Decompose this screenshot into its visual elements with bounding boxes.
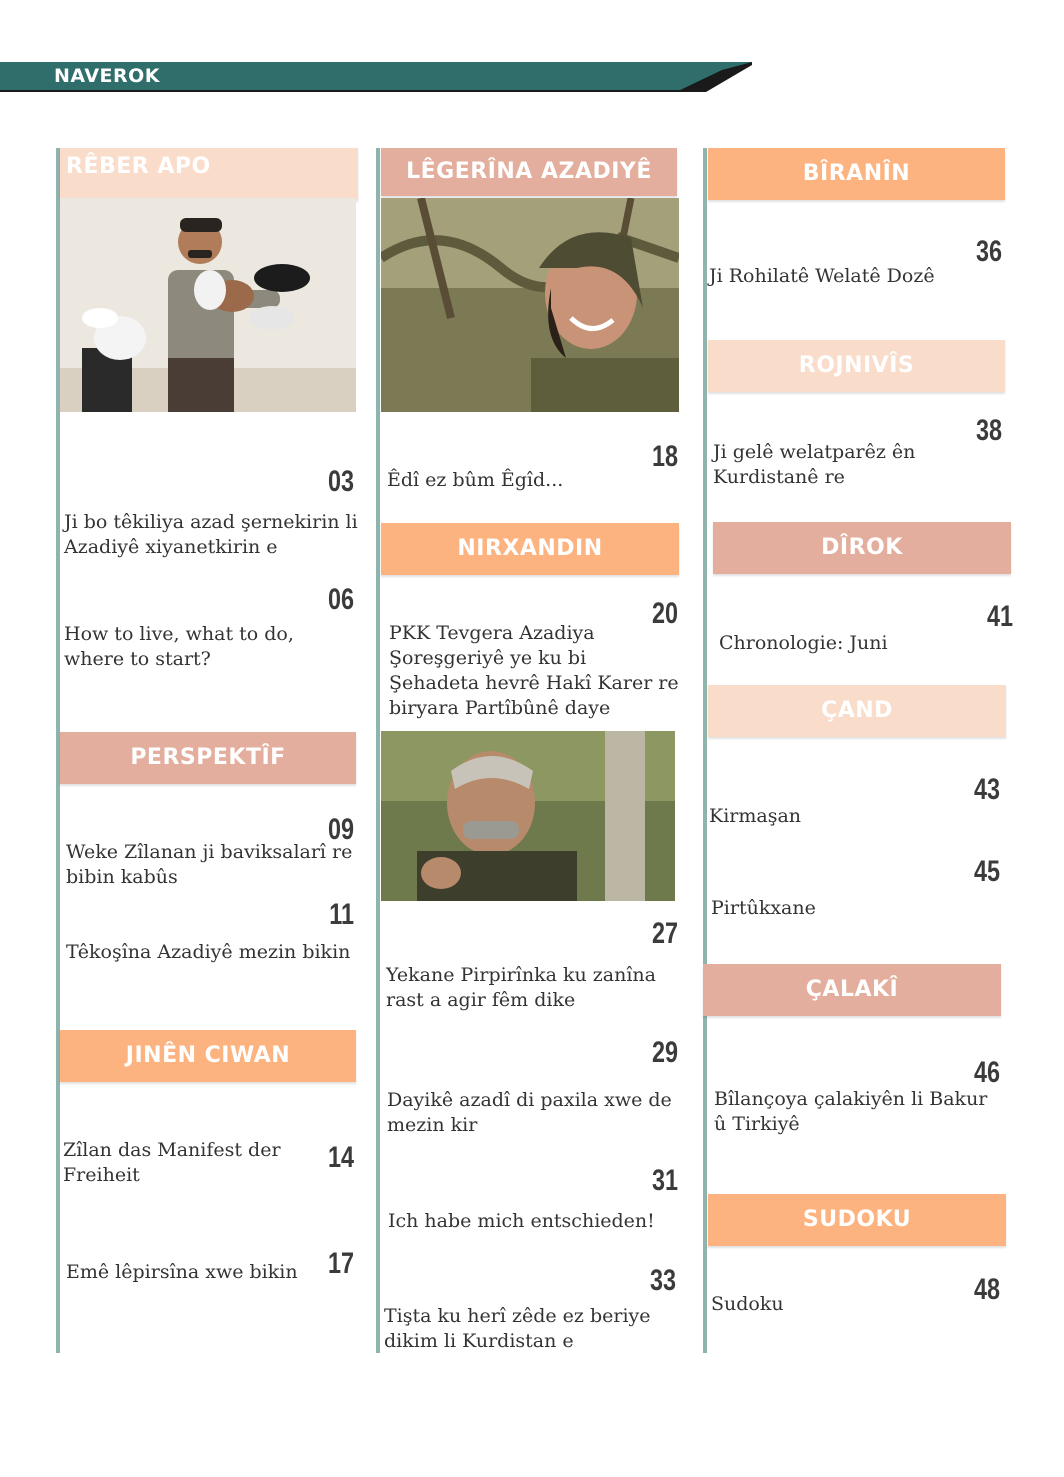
column-rule-2 xyxy=(376,148,380,1353)
page-title: NAVEROK xyxy=(54,65,161,87)
section-heading-sudoku: SUDOKU xyxy=(708,1194,1006,1246)
section-heading-reber-apo: RÊBER APO xyxy=(60,148,358,200)
page-number: 48 xyxy=(973,1273,1000,1306)
article-title[interactable]: Ji bo têkiliya azad şernekirin li Azadiyê xiyanetkirin e xyxy=(64,511,358,558)
column-rule-3 xyxy=(703,148,707,1353)
section-heading-nirxandin: NIRXANDIN xyxy=(381,523,679,575)
article-title[interactable]: How to live, what to do, where to start? xyxy=(64,623,294,670)
page-number: 46 xyxy=(973,1056,1000,1089)
page-number: 20 xyxy=(651,597,678,630)
page-number: 18 xyxy=(651,440,678,473)
article-title[interactable]: Têkoşîna Azadiyê mezin bikin xyxy=(66,941,351,963)
article-title[interactable]: PKK Tevgera Azadiya Şoreşgeriyê ye ku bi Şehadeta hevrê Hakî Karer re biryara Partîbûnê daye xyxy=(389,622,679,719)
page-number: 31 xyxy=(651,1164,678,1197)
article-title[interactable]: Zîlan das Manifest der Freiheit xyxy=(63,1139,281,1186)
article-title[interactable]: Sudoku xyxy=(711,1293,784,1315)
page-number: 14 xyxy=(327,1141,354,1174)
article-title[interactable]: Weke Zîlanan ji baviksalarî re bibin kabûs xyxy=(66,841,353,888)
article-title[interactable]: Ji gelê welatparêz ên Kurdistanê re xyxy=(713,441,916,488)
article-title[interactable]: Kirmaşan xyxy=(709,805,802,827)
article-title[interactable]: Bîlançoya çalakiyên li Bakur û Tirkiyê xyxy=(714,1088,988,1135)
article-title[interactable]: Tişta ku herî zêde ez beriye dikim li Kurdistan e xyxy=(384,1305,651,1352)
page-number: 03 xyxy=(327,465,354,498)
man-with-doves-photo xyxy=(60,198,356,412)
section-heading-jinen-ciwan: JINÊN CIWAN xyxy=(60,1030,356,1082)
page-number: 27 xyxy=(651,917,678,950)
smiling-woman-photo xyxy=(381,198,679,412)
section-heading-cand: ÇAND xyxy=(708,685,1006,737)
page-number: 29 xyxy=(651,1036,678,1069)
article-title[interactable]: Dayikê azadî di paxila xwe de mezin kir xyxy=(387,1089,672,1136)
page-number: 33 xyxy=(649,1264,676,1297)
section-heading-calaki: ÇALAKÎ xyxy=(703,964,1001,1016)
section-heading-biranin: BÎRANÎN xyxy=(708,148,1005,200)
page-number: 09 xyxy=(327,813,354,846)
section-heading-dirok: DÎROK xyxy=(713,522,1011,574)
page-number: 41 xyxy=(986,600,1013,633)
article-title[interactable]: Emê lêpirsîna xwe bikin xyxy=(66,1261,298,1283)
article-title[interactable]: Ji Rohilatê Welatê Dozê xyxy=(709,265,935,287)
section-heading-legerina-azadiye: LÊGERÎNA AZADIYÊ xyxy=(381,148,677,196)
section-heading-perspektif: PERSPEKTÎF xyxy=(60,732,356,784)
page-number: 06 xyxy=(327,583,354,616)
page-number: 43 xyxy=(973,773,1000,806)
section-heading-rojnivis: ROJNIVÎS xyxy=(708,340,1005,392)
article-title[interactable]: Chronologie: Juni xyxy=(719,632,888,654)
page-number: 45 xyxy=(973,855,1000,888)
article-title[interactable]: Êdî ez bûm Êgîd... xyxy=(387,469,564,491)
page-number: 17 xyxy=(327,1247,354,1280)
article-title[interactable]: Ich habe mich entschieden! xyxy=(388,1210,655,1232)
article-title[interactable]: Pirtûkxane xyxy=(711,897,816,919)
page-number: 11 xyxy=(329,898,354,931)
speaking-man-photo xyxy=(381,731,675,901)
page-number: 38 xyxy=(975,414,1002,447)
article-title[interactable]: Yekane Pirpirînka ku zanîna rast a agir fêm dike xyxy=(386,964,656,1011)
page-number: 36 xyxy=(975,235,1002,268)
